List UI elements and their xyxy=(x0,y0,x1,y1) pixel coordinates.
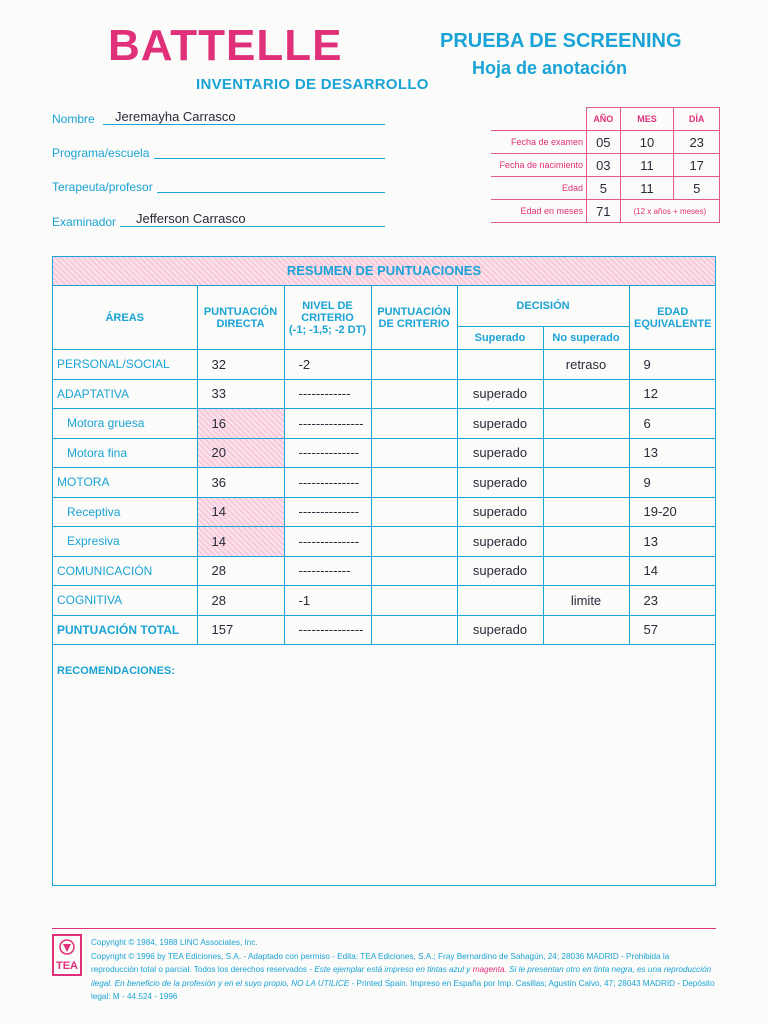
direct-score[interactable]: 16 xyxy=(197,409,284,439)
col-criterion-level xyxy=(284,286,371,350)
exam-month[interactable]: 10 xyxy=(620,131,674,154)
tea-emblem-icon xyxy=(54,938,80,960)
criterion-level[interactable]: -------------- xyxy=(284,497,371,527)
copyright-line-1: Copyright © 1984, 1988 LINC Associates, Inc. xyxy=(91,938,258,947)
copyright-line-2 xyxy=(91,950,716,1004)
direct-score[interactable]: 14 xyxy=(197,497,284,527)
decision-not-passed[interactable] xyxy=(543,379,629,409)
table-row xyxy=(53,409,716,439)
tea-logo xyxy=(52,934,82,976)
document-title: PRUEBA DE SCREENING xyxy=(440,30,682,52)
criterion-level[interactable]: -------------- xyxy=(284,527,371,557)
area-cognitiva: COGNITIVA xyxy=(53,586,197,616)
age-label: Edad xyxy=(492,177,587,200)
summary-title: RESUMEN DE PUNTUACIONES xyxy=(53,257,715,286)
criterion-score[interactable] xyxy=(371,497,457,527)
equivalent-age[interactable]: 9 xyxy=(629,350,716,380)
table-row xyxy=(53,468,716,498)
equivalent-age[interactable]: 6 xyxy=(629,409,716,439)
direct-score[interactable]: 33 xyxy=(197,379,284,409)
table-row xyxy=(53,615,716,645)
footer-divider xyxy=(52,928,716,929)
age-in-months[interactable]: 71 xyxy=(587,200,621,223)
field-programa[interactable] xyxy=(154,142,385,159)
dates-table xyxy=(491,107,720,223)
age-days[interactable]: 5 xyxy=(674,177,720,200)
field-examinador[interactable] xyxy=(120,210,385,227)
age-months-formula: (12 x años + meses) xyxy=(620,200,719,223)
copyright-text-a: Copyright © 1996 by TEA Ediciones, S.A. - Adaptado con permiso - Edita: TEA Ediciones, S.A.; Fray Bernardino de Sahagún, 24; 28036 MADRID - Prohibida la reproducción total o parcial. Todos los derechos reservados - xyxy=(91,951,670,974)
direct-score[interactable]: 28 xyxy=(197,586,284,616)
copyright-text-magenta: magenta. xyxy=(472,965,507,974)
criterion-score[interactable] xyxy=(371,379,457,409)
criterion-score[interactable] xyxy=(371,586,457,616)
birth-day[interactable]: 17 xyxy=(674,154,720,177)
header-year: AÑO xyxy=(587,108,621,131)
decision-passed[interactable]: superado xyxy=(457,497,543,527)
header-month: MES xyxy=(620,108,674,131)
col-criterion-level-note: (-1; -1,5; -2 DT) xyxy=(289,323,366,336)
criterion-level[interactable]: -2 xyxy=(284,350,371,380)
decision-passed[interactable] xyxy=(457,586,543,616)
table-row xyxy=(53,586,716,616)
exam-day[interactable]: 23 xyxy=(674,131,720,154)
equivalent-age[interactable]: 13 xyxy=(629,438,716,468)
field-value-nombre: Jeremayha Carrasco xyxy=(115,109,236,124)
col-not-passed: No superado xyxy=(543,327,629,350)
scores-table xyxy=(53,286,716,645)
col-direct-score: PUNTUACIÓN DIRECTA xyxy=(197,286,284,350)
decision-not-passed[interactable] xyxy=(543,438,629,468)
criterion-level[interactable]: -------------- xyxy=(284,468,371,498)
summary-panel xyxy=(52,256,716,886)
col-areas: ÁREAS xyxy=(53,286,197,350)
field-terapeuta[interactable] xyxy=(157,176,385,193)
dates-corner xyxy=(492,108,587,131)
table-row xyxy=(53,497,716,527)
recommendations-area[interactable] xyxy=(53,685,715,885)
area-motora: MOTORA xyxy=(53,468,197,498)
birth-month[interactable]: 11 xyxy=(620,154,674,177)
equivalent-age[interactable]: 14 xyxy=(629,556,716,586)
decision-not-passed[interactable] xyxy=(543,409,629,439)
area-personal-social: PERSONAL/SOCIAL xyxy=(53,350,197,380)
field-label-examinador: Examinador xyxy=(52,215,117,229)
exam-year[interactable]: 05 xyxy=(587,131,621,154)
col-decision: DECISIÓN xyxy=(457,286,629,327)
criterion-score[interactable] xyxy=(371,556,457,586)
table-row xyxy=(53,379,716,409)
criterion-score[interactable] xyxy=(371,350,457,380)
exam-date-label: Fecha de examen xyxy=(492,131,587,154)
header-day: DÍA xyxy=(674,108,720,131)
copyright-text-e: - Printed Spain. Impreso en España por Imp. Casillas; Agustín Calvo, 47; 28043 MADRID - Depósito legal: M - 44.524 - 1996 xyxy=(91,978,715,1001)
area-motora-fina: Motora fina xyxy=(53,438,197,468)
copyright-notice xyxy=(91,936,716,1004)
criterion-level[interactable]: -------------- xyxy=(284,438,371,468)
tea-logo-text: TEA xyxy=(56,960,78,972)
logo-subtitle: INVENTARIO DE DESARROLLO xyxy=(196,76,429,93)
col-equivalent-age: EDAD EQUIVALENTE xyxy=(629,286,716,350)
criterion-level[interactable]: -1 xyxy=(284,586,371,616)
criterion-score[interactable] xyxy=(371,438,457,468)
col-criterion-score: PUNTUACIÓN DE CRITERIO xyxy=(371,286,457,350)
criterion-score[interactable] xyxy=(371,527,457,557)
criterion-level[interactable]: --------------- xyxy=(284,409,371,439)
table-row xyxy=(53,556,716,586)
criterion-level[interactable]: ------------ xyxy=(284,379,371,409)
copyright-text-b: Este ejemplar está impreso en tintas azul y xyxy=(314,965,471,974)
area-receptiva: Receptiva xyxy=(53,497,197,527)
criterion-level[interactable]: --------------- xyxy=(284,615,371,645)
recommendations-label: RECOMENDACIONES: xyxy=(57,665,175,677)
col-passed: Superado xyxy=(457,327,543,350)
area-comunicacion: COMUNICACIÓN xyxy=(53,556,197,586)
equivalent-age[interactable]: 13 xyxy=(629,527,716,557)
decision-passed[interactable] xyxy=(457,350,543,380)
decision-not-passed[interactable] xyxy=(543,615,629,645)
decision-not-passed[interactable] xyxy=(543,497,629,527)
decision-passed[interactable]: superado xyxy=(457,615,543,645)
age-months[interactable]: 11 xyxy=(620,177,674,200)
table-row xyxy=(53,438,716,468)
area-total-score: PUNTUACIÓN TOTAL xyxy=(53,615,197,645)
direct-score[interactable]: 157 xyxy=(197,615,284,645)
decision-passed[interactable]: superado xyxy=(457,527,543,557)
birth-date-label: Fecha de nacimiento xyxy=(492,154,587,177)
decision-passed[interactable]: superado xyxy=(457,438,543,468)
document-subtitle: Hoja de anotación xyxy=(472,58,628,78)
equivalent-age[interactable]: 19-20 xyxy=(629,497,716,527)
equivalent-age[interactable]: 23 xyxy=(629,586,716,616)
decision-not-passed[interactable]: retraso xyxy=(543,350,629,380)
col-criterion-level-label: NIVEL DE CRITERIO xyxy=(301,299,354,324)
equivalent-age[interactable]: 57 xyxy=(629,615,716,645)
equivalent-age[interactable]: 9 xyxy=(629,468,716,498)
criterion-level[interactable]: ------------ xyxy=(284,556,371,586)
direct-score[interactable]: 28 xyxy=(197,556,284,586)
battelle-logo: BATTELLE xyxy=(108,21,343,70)
criterion-score[interactable] xyxy=(371,409,457,439)
decision-passed[interactable]: superado xyxy=(457,468,543,498)
age-months-label: Edad en meses xyxy=(492,200,587,223)
age-years[interactable]: 5 xyxy=(587,177,621,200)
equivalent-age[interactable]: 12 xyxy=(629,379,716,409)
field-label-terapeuta: Terapeuta/profesor xyxy=(52,180,153,194)
field-label-nombre: Nombre xyxy=(52,112,95,126)
criterion-score[interactable] xyxy=(371,468,457,498)
decision-passed[interactable]: superado xyxy=(457,556,543,586)
table-row xyxy=(53,527,716,557)
field-value-examinador: Jefferson Carrasco xyxy=(136,211,246,226)
birth-year[interactable]: 03 xyxy=(587,154,621,177)
direct-score[interactable]: 14 xyxy=(197,527,284,557)
area-expresiva: Expresiva xyxy=(53,527,197,557)
decision-not-passed[interactable] xyxy=(543,556,629,586)
direct-score[interactable]: 32 xyxy=(197,350,284,380)
table-row xyxy=(53,350,716,380)
decision-passed[interactable]: superado xyxy=(457,379,543,409)
decision-not-passed[interactable]: limite xyxy=(543,586,629,616)
field-label-programa: Programa/escuela xyxy=(52,146,150,160)
decision-not-passed[interactable] xyxy=(543,468,629,498)
direct-score[interactable]: 36 xyxy=(197,468,284,498)
field-nombre[interactable] xyxy=(103,108,385,125)
copyright-text-d: Si le presentan otro en tinta negra, es una reproducción ilegal. En beneficio de la profesión y en el suyo propio, NO LA UTILICE xyxy=(91,965,712,988)
area-adaptativa: ADAPTATIVA xyxy=(53,379,197,409)
decision-not-passed[interactable] xyxy=(543,527,629,557)
area-motora-gruesa: Motora gruesa xyxy=(53,409,197,439)
direct-score[interactable]: 20 xyxy=(197,438,284,468)
criterion-score[interactable] xyxy=(371,615,457,645)
decision-passed[interactable]: superado xyxy=(457,409,543,439)
